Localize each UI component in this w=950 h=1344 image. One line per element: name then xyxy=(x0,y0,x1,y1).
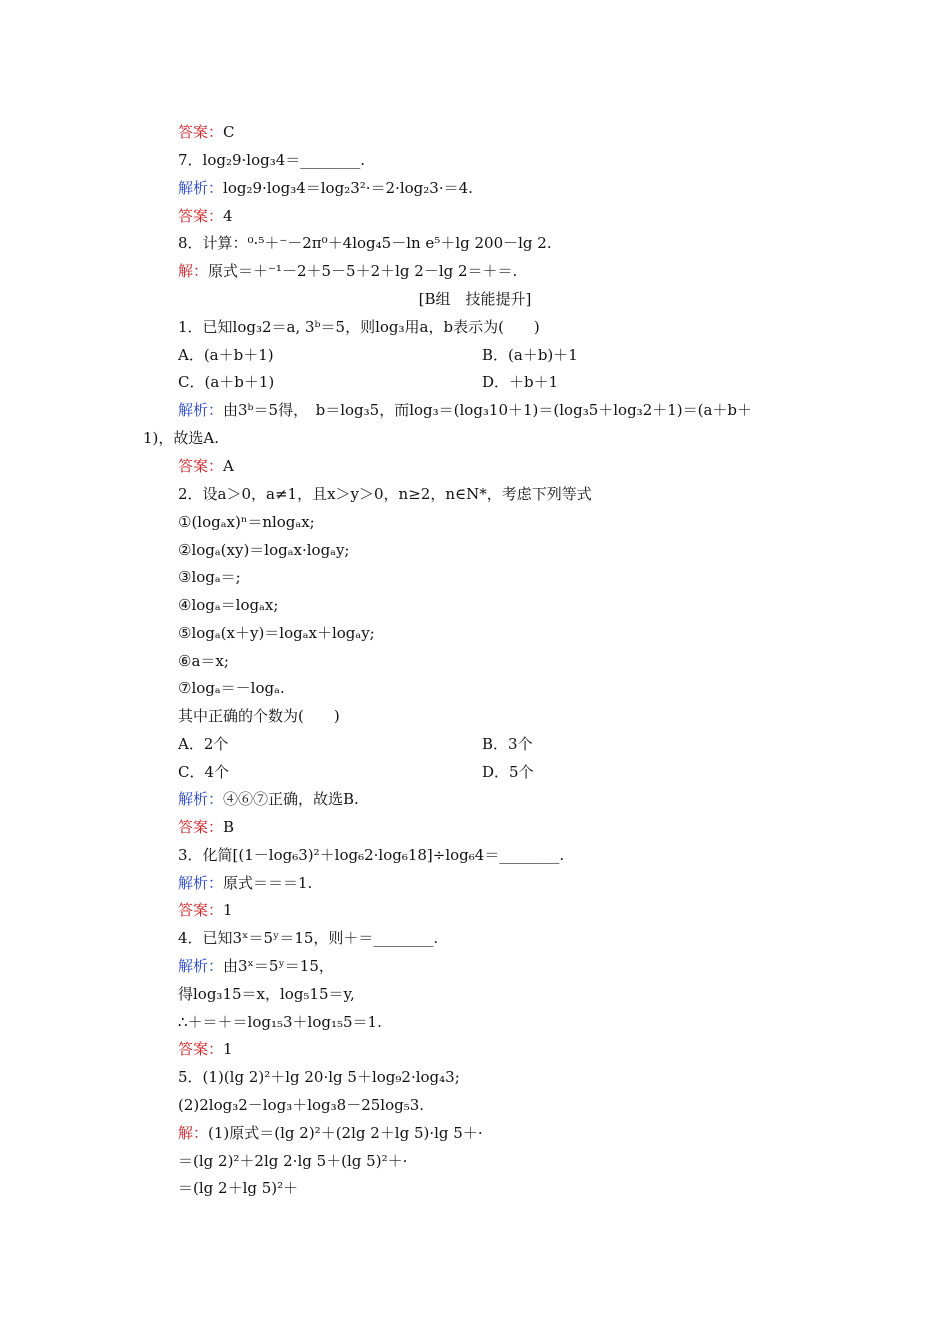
equation-1 xyxy=(178,512,315,532)
question-b5-part1 xyxy=(178,1067,460,1087)
analysis-text: 原式＝＝＝1. xyxy=(223,874,313,892)
option-a xyxy=(178,345,274,365)
answer-label: 答案： xyxy=(178,818,224,836)
answer-line xyxy=(178,206,233,226)
analysis-line xyxy=(178,873,312,893)
analysis-label: 解析： xyxy=(178,957,224,975)
solution-text: 原式＝＋⁻¹－2＋5－5＋2＋lg 2－lg 2＝＋＝. xyxy=(208,262,518,280)
option-text: C．(a＋b＋1) xyxy=(178,373,275,391)
solution-text: ＝(lg 2＋lg 5)²＋ xyxy=(178,1179,299,1197)
answer-line xyxy=(178,900,233,920)
analysis-continuation xyxy=(143,428,219,448)
option-a xyxy=(178,734,228,754)
equation-text: ⑤logₐ(x＋y)＝logₐx＋logₐy; xyxy=(178,624,375,642)
question-text: (2)2log₃2－log₃＋log₃8－25log₅3. xyxy=(178,1096,425,1114)
analysis-label: 解析： xyxy=(178,874,224,892)
question-text: 7．log₂9·log₃4＝________. xyxy=(178,151,366,169)
equation-text: ③logₐ＝; xyxy=(178,568,241,586)
section-heading xyxy=(0,289,950,309)
answer-text: 4 xyxy=(223,207,233,225)
solution-text: (1)原式＝(lg 2)²＋(2lg 2＋lg 5)·lg 5＋· xyxy=(208,1124,483,1142)
equation-text: ①(logₐx)ⁿ＝nlogₐx; xyxy=(178,513,315,531)
answer-label: 答案： xyxy=(178,207,224,225)
equation-7 xyxy=(178,678,285,698)
question-prompt xyxy=(178,706,340,726)
equation-text: ④logₐ＝logₐx; xyxy=(178,596,279,614)
analysis-text: 由3ᵇ＝5得， b＝log₃5，而log₃＝(log₃10＋1)＝(log₃5＋log₃2＋1)＝(a＋b＋ xyxy=(223,401,753,419)
equation-text: ⑥a＝x; xyxy=(178,652,229,670)
equation-3 xyxy=(178,567,241,587)
analysis-text: ④⑥⑦正确，故选B. xyxy=(223,790,359,808)
equation-2 xyxy=(178,540,350,560)
analysis-step xyxy=(178,984,355,1004)
question-text: 2．设a＞0，a≠1，且x＞y＞0，n≥2，n∈N*，考虑下列等式 xyxy=(178,485,592,503)
equation-6 xyxy=(178,651,229,671)
answer-text: B xyxy=(223,818,235,836)
answer-text: 1 xyxy=(223,901,233,919)
analysis-line xyxy=(178,956,334,976)
question-7 xyxy=(178,150,365,170)
option-c xyxy=(178,372,274,392)
question-text: 1．已知log₃2＝a, 3ᵇ＝5，则log₃用a，b表示为( ) xyxy=(178,318,540,336)
equation-text: ⑦logₐ＝－logₐ. xyxy=(178,679,285,697)
option-c xyxy=(178,762,229,782)
solution-step xyxy=(178,1151,407,1171)
analysis-text: log₂9·log₃4＝log₂3²·＝2·log₂3·＝4. xyxy=(223,179,473,197)
section-title: [B组 技能提升] xyxy=(418,290,532,308)
question-text: 8．计算：⁰·⁵＋⁻－2π⁰＋4log₄5－ln e⁵＋lg 200－lg 2. xyxy=(178,234,552,252)
answer-label: 答案： xyxy=(178,901,224,919)
solution-label: 解： xyxy=(178,262,209,280)
question-text: 其中正确的个数为( ) xyxy=(178,707,340,725)
analysis-text: 由3ˣ＝5ʸ＝15， xyxy=(223,957,334,975)
option-text: A．(a＋b＋1) xyxy=(178,346,274,364)
equation-5 xyxy=(178,623,375,643)
equation-4 xyxy=(178,595,278,615)
answer-label: 答案： xyxy=(178,457,224,475)
option-text: B．3个 xyxy=(482,735,533,753)
answer-text: A xyxy=(223,457,234,475)
question-8 xyxy=(178,233,552,253)
answer-label: 答案： xyxy=(178,123,224,141)
solution-label: 解： xyxy=(178,1124,209,1142)
analysis-label: 解析： xyxy=(178,179,224,197)
option-b xyxy=(482,734,533,754)
question-text: 5．(1)(lg 2)²＋lg 20·lg 5＋log₉2·log₄3; xyxy=(178,1068,460,1086)
analysis-step xyxy=(178,1012,382,1032)
question-b4 xyxy=(178,928,438,948)
option-text: C．4个 xyxy=(178,763,230,781)
analysis-line xyxy=(178,178,473,198)
question-b3 xyxy=(178,845,564,865)
option-d xyxy=(482,762,534,782)
answer-line xyxy=(178,122,235,142)
option-b xyxy=(482,345,578,365)
analysis-text: ∴＋＝＋＝log₁₅3＋log₁₅5＝1. xyxy=(178,1013,382,1031)
option-d xyxy=(482,372,558,392)
option-text: D．5个 xyxy=(482,763,534,781)
question-text: 4．已知3ˣ＝5ʸ＝15，则＋＝________. xyxy=(178,929,439,947)
analysis-line xyxy=(178,789,359,809)
solution-text: ＝(lg 2)²＋2lg 2·lg 5＋(lg 5)²＋· xyxy=(178,1152,408,1170)
analysis-label: 解析： xyxy=(178,790,224,808)
analysis-text: 得log₃15＝x，log₅15＝y, xyxy=(178,985,355,1003)
question-b5-part2 xyxy=(178,1095,424,1115)
option-text: A．2个 xyxy=(178,735,229,753)
question-b2 xyxy=(178,484,592,504)
answer-line xyxy=(178,817,234,837)
question-text: 3．化简[(1－log₆3)²＋log₆2·log₆18]÷log₆4＝________. xyxy=(178,846,565,864)
analysis-label: 解析： xyxy=(178,401,224,419)
answer-line xyxy=(178,1039,233,1059)
analysis-line xyxy=(178,400,752,420)
option-text: B．(a＋b)＋1 xyxy=(482,346,578,364)
answer-text: 1 xyxy=(223,1040,233,1058)
solution-line xyxy=(178,261,517,281)
option-text: D．＋b＋1 xyxy=(482,373,559,391)
solution-line xyxy=(178,1123,483,1143)
analysis-text: 1)，故选A. xyxy=(143,429,219,447)
equation-text: ②logₐ(xy)＝logₐx·logₐy; xyxy=(178,541,350,559)
question-b1 xyxy=(178,317,540,337)
solution-step xyxy=(178,1178,298,1198)
answer-text: C xyxy=(223,123,235,141)
answer-label: 答案： xyxy=(178,1040,224,1058)
answer-line xyxy=(178,456,234,476)
